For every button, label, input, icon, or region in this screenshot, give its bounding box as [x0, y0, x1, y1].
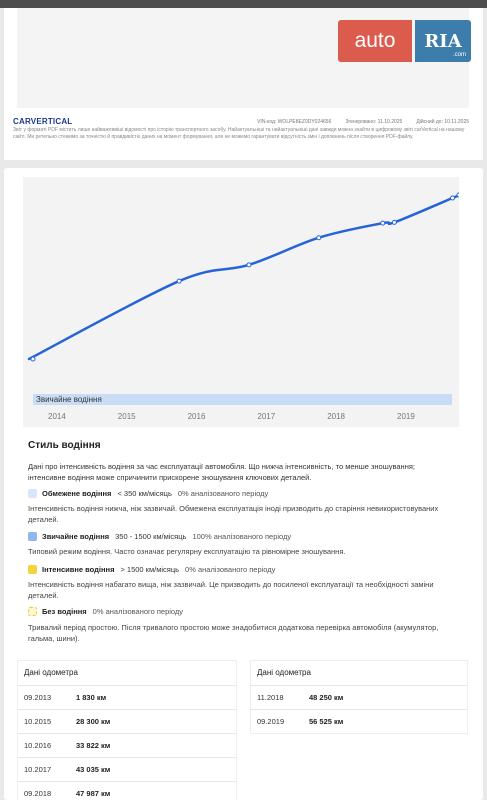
vin-code: VIN-код: WOLPE8EZ0DY024656	[257, 118, 332, 125]
autoria-logo[interactable]	[338, 20, 471, 62]
table-row	[18, 757, 236, 781]
odo-date: 09.2018	[24, 789, 52, 798]
table-row	[251, 709, 467, 733]
style-desc-normal: Типовий режим водіння. Часто означає регулярну експлуатацію та рівномірне зношування.	[28, 547, 346, 556]
style-normal	[28, 532, 291, 541]
x-tick-label: 2018	[327, 412, 345, 421]
x-tick-label: 2019	[397, 412, 415, 421]
odo-date: 10.2017	[24, 765, 52, 774]
table-row	[18, 733, 236, 757]
style-desc-none: Тривалий період простою. Після тривалого простою може знадобитися додаткова перевірка автомобіля (акумулятор, гальма, шини).	[28, 623, 439, 643]
table-row	[18, 781, 236, 800]
x-tick-label: 2015	[117, 412, 136, 421]
odo-km: 1 830 км	[76, 693, 107, 702]
x-tick-label: 2016	[187, 412, 206, 421]
style-range: < 350 км/місяць	[117, 489, 172, 498]
mileage-point	[381, 221, 385, 225]
style-name: Обмежене водіння	[42, 489, 112, 498]
style-range: 350 - 1500 км/місяць	[115, 532, 187, 541]
style-desc-intense: Інтенсивність водіння набагато вища, ніж зазвичай. Це призводить до посиленої експлуатації та необхідності заміни деталей.	[28, 580, 434, 600]
mileage-chart	[23, 177, 459, 427]
odo-km: 33 822 км	[76, 741, 111, 750]
mileage-point	[392, 220, 396, 224]
odometer-table-left	[17, 660, 237, 800]
odometer-table-right	[250, 660, 468, 734]
style-intense	[28, 565, 275, 574]
driving-band: Звичайне водіння	[33, 394, 452, 405]
odo-date: 09.2019	[257, 717, 285, 726]
style-name: Звичайне водіння	[42, 532, 110, 541]
odo-date: 09.2013	[24, 693, 52, 702]
mileage-chart-svg	[23, 177, 459, 427]
style-none	[28, 607, 183, 616]
mileage-point	[177, 279, 181, 283]
report-footer-row	[13, 117, 469, 126]
driving-style-intro: Дані про інтенсивність водіння за час експлуатації автомобіля. Що нижча інтенсивність, то менше зношування; інтенсивне водіння може спричинити прискорене зношування ключових деталей.	[28, 462, 415, 482]
logo-com-text: .com	[452, 52, 466, 58]
driving-style-title: Стиль водіння	[28, 440, 101, 451]
style-percent: 0% аналізованого періоду	[177, 489, 269, 498]
odometer-title: Дані одометра	[24, 668, 78, 677]
odo-km: 48 250 км	[309, 693, 344, 702]
valid-until: Дійсний до: 10.11.2025	[416, 118, 469, 125]
style-name: Без водіння	[42, 607, 87, 616]
carvertical-logo: CARVERTICAL	[13, 117, 73, 126]
mileage-point	[247, 263, 251, 267]
report-disclaimer: Звіт у форматі PDF містить лише найважливіші відомості про історію транспортного засобу. Найактуальніші та найактуальніші дані завжди можна знайти в цифровому звіті carVertical на нашому сайті. Ми ретельно стежимо за точністю й правдивістю даних на момент формування, але не можемо гарантувати відсутність змін і доповнень після створення PDF-файлу.	[13, 127, 465, 140]
generated-date: Згенеровано: 11.10.2025	[345, 118, 403, 125]
mileage-series-line	[29, 195, 459, 359]
mileage-point	[31, 357, 35, 361]
x-tick-label: 2014	[48, 412, 66, 421]
swatch-intense	[28, 565, 37, 574]
style-desc-limited: Інтенсивність водіння нижча, ніж зазвичай. Обмежена експлуатація іноді призводить до старіння невикористовуваних деталей.	[28, 504, 439, 524]
style-range: > 1500 км/місяць	[120, 565, 180, 574]
table-row	[251, 685, 467, 709]
mileage-point	[457, 193, 459, 197]
odometer-title: Дані одометра	[257, 668, 311, 677]
swatch-normal	[28, 532, 37, 541]
style-percent: 100% аналізованого періоду	[192, 532, 292, 541]
odo-date: 11.2018	[257, 693, 284, 702]
odo-date: 10.2015	[24, 717, 52, 726]
style-percent: 0% аналізованого періоду	[92, 607, 184, 616]
style-limited	[28, 489, 268, 498]
mileage-point	[451, 196, 455, 200]
viewer-topbar	[0, 0, 487, 8]
swatch-limited	[28, 489, 37, 498]
logo-ria-part	[415, 20, 471, 62]
logo-auto-part: auto	[338, 20, 412, 62]
odo-km: 43 035 км	[76, 765, 111, 774]
table-row	[18, 709, 236, 733]
report-meta	[257, 119, 469, 125]
swatch-none	[28, 607, 37, 616]
x-tick-label: 2017	[257, 412, 276, 421]
odo-date: 10.2016	[24, 741, 52, 750]
odo-km: 47 987 км	[76, 789, 111, 798]
mileage-point	[317, 236, 321, 240]
odo-km: 56 525 км	[309, 717, 344, 726]
style-percent: 0% аналізованого періоду	[185, 565, 276, 574]
logo-ria-text: RIA	[424, 30, 462, 52]
odo-km: 28 300 км	[76, 717, 111, 726]
table-row	[18, 685, 236, 709]
style-name: Інтенсивне водіння	[42, 565, 115, 574]
